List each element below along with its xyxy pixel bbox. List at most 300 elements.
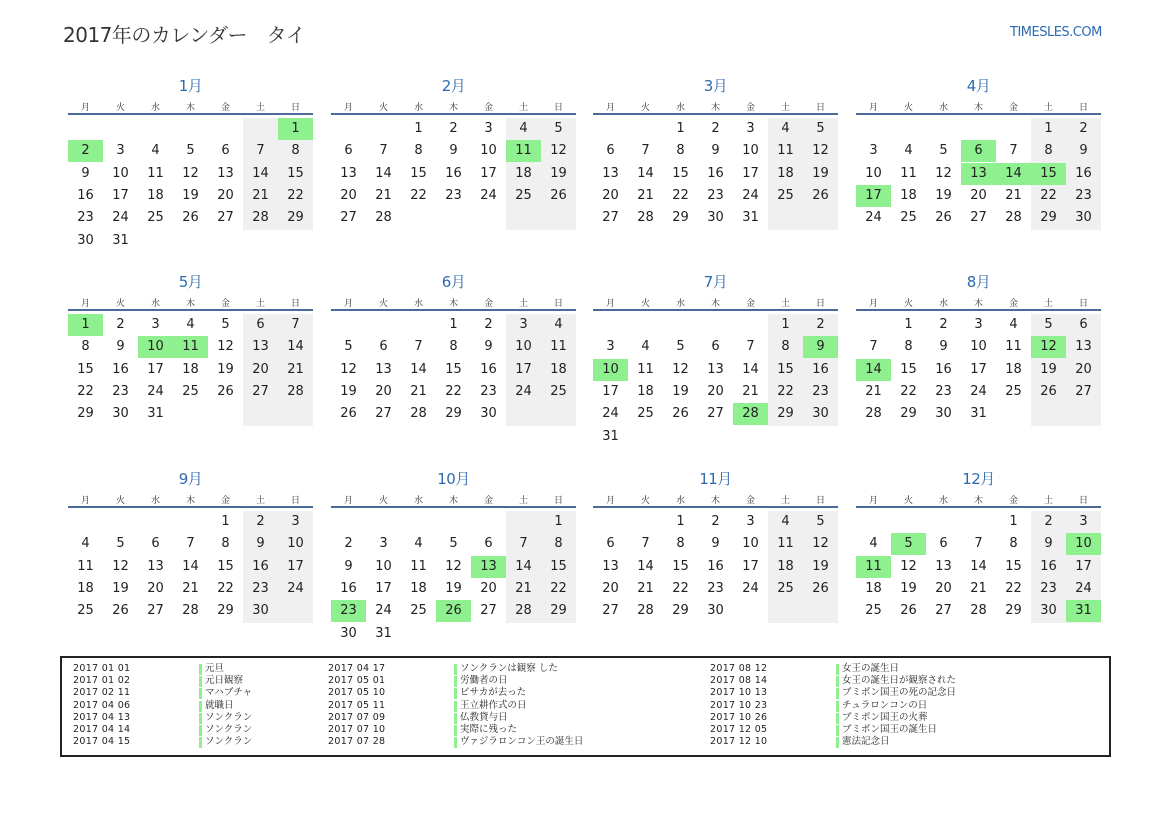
day-cell: 19 [112, 580, 129, 596]
day-cell: 16 [112, 361, 129, 377]
day-cell: 7 [641, 143, 650, 159]
weekday-label: 木 [185, 299, 195, 309]
day-cell: 17 [602, 383, 619, 399]
holiday-name: 仏教貸与日 [460, 711, 508, 723]
weekday-header [856, 97, 1101, 115]
day-cell: 24 [287, 580, 304, 596]
day-cell: 24 [1075, 580, 1092, 596]
day-cell: 17 [742, 558, 759, 574]
weekday-label: 火 [640, 103, 650, 113]
day-grid [856, 508, 1101, 643]
weekday-label: 月 [605, 496, 615, 506]
day-cell: 16 [707, 165, 724, 181]
weekday-label: 水 [938, 299, 948, 309]
day-cell: 14 [637, 558, 654, 574]
day-cell: 29 [445, 406, 462, 422]
holiday-name: ソンクランは観察 した [460, 663, 558, 674]
weekday-label: 月 [605, 103, 615, 113]
legend-row [328, 736, 668, 748]
weekday-label: 火 [903, 496, 913, 506]
day-cell: 21 [970, 580, 987, 596]
month-calendar [593, 271, 838, 446]
weekday-label: 木 [710, 299, 720, 309]
month-name: 9月 [178, 470, 203, 488]
holiday-day-cell: 11 [173, 336, 208, 358]
day-cell: 25 [182, 383, 199, 399]
day-cell: 24 [602, 406, 619, 422]
legend-row [710, 700, 1050, 712]
day-cell: 17 [287, 558, 304, 574]
holiday-marker [454, 688, 457, 699]
day-cell: 18 [777, 165, 794, 181]
day-cell: 2 [449, 121, 458, 136]
legend-column [328, 663, 668, 748]
holiday-marker [836, 713, 839, 724]
day-cell: 20 [1075, 361, 1092, 377]
day-cell: 26 [812, 580, 829, 596]
day-cell: 8 [676, 143, 685, 159]
day-cell: 10 [515, 339, 532, 355]
day-cell: 14 [182, 558, 199, 574]
weekday-label: 土 [1043, 496, 1053, 506]
day-cell: 22 [217, 580, 234, 596]
holiday-day-cell: 15 [1031, 163, 1066, 185]
day-cell: 17 [1075, 558, 1092, 574]
holiday-name: ヴァジラロンコン王の誕生日 [460, 736, 584, 748]
day-cell: 26 [935, 210, 952, 226]
day-cell: 14 [410, 361, 427, 377]
day-cell: 9 [116, 339, 125, 355]
day-cell: 3 [519, 317, 528, 332]
month-calendar [856, 75, 1101, 250]
day-cell: 28 [637, 210, 654, 226]
holiday-name: ブミポン国王の火葬 [842, 711, 928, 723]
day-cell: 20 [935, 580, 952, 596]
day-cell: 18 [900, 187, 917, 203]
day-cell: 20 [375, 383, 392, 399]
weekday-label: 水 [150, 496, 160, 506]
day-cell: 3 [484, 121, 493, 136]
day-cell: 4 [554, 317, 563, 332]
day-cell: 22 [777, 383, 794, 399]
day-cell: 24 [112, 210, 129, 226]
day-cell: 29 [77, 406, 94, 422]
day-cell: 23 [707, 187, 724, 203]
day-cell: 22 [287, 187, 304, 203]
day-cell: 12 [112, 558, 129, 574]
holiday-marker [836, 701, 839, 712]
day-cell: 6 [606, 536, 615, 552]
day-cell: 7 [746, 339, 755, 355]
day-cell: 21 [375, 187, 392, 203]
day-cell: 11 [410, 558, 427, 574]
day-cell: 29 [777, 406, 794, 422]
day-cell: 2 [256, 514, 265, 529]
month-calendar [593, 75, 838, 250]
day-cell: 15 [217, 558, 234, 574]
day-cell: 24 [742, 187, 759, 203]
day-cell: 31 [602, 428, 619, 444]
holiday-date: 2017 05 01 [328, 675, 386, 687]
day-cell: 24 [375, 603, 392, 619]
holiday-day-cell: 12 [1031, 336, 1066, 358]
site-brand-link[interactable]: TIMESLES.COM [1010, 25, 1102, 40]
holiday-marker [199, 664, 202, 675]
day-cell: 30 [1075, 210, 1092, 226]
day-cell: 28 [865, 406, 882, 422]
weekday-label: 月 [868, 299, 878, 309]
day-cell: 24 [480, 187, 497, 203]
weekday-label: 金 [220, 103, 230, 113]
day-cell: 16 [340, 580, 357, 596]
day-cell: 7 [379, 143, 388, 159]
weekday-label: 水 [938, 103, 948, 113]
day-cell: 1 [1009, 514, 1018, 529]
day-cell: 8 [554, 536, 563, 552]
day-cell: 27 [970, 210, 987, 226]
day-cell: 8 [414, 143, 423, 159]
day-cell: 7 [869, 339, 878, 355]
day-cell: 1 [904, 317, 913, 332]
holiday-day-cell: 1 [68, 314, 103, 336]
holiday-day-cell: 9 [803, 336, 838, 358]
weekday-header [856, 490, 1101, 508]
day-cell: 14 [970, 558, 987, 574]
weekday-label: 金 [483, 103, 493, 113]
day-cell: 15 [777, 361, 794, 377]
day-cell: 14 [515, 558, 532, 574]
weekday-header [856, 293, 1101, 311]
weekday-label: 水 [413, 103, 423, 113]
day-cell: 10 [480, 143, 497, 159]
day-cell: 23 [112, 383, 129, 399]
day-cell: 1 [676, 514, 685, 529]
weekday-label: 土 [780, 103, 790, 113]
holiday-date: 2017 10 23 [710, 699, 768, 711]
day-cell: 1 [221, 514, 230, 529]
weekday-header [331, 490, 576, 508]
day-cell: 12 [812, 536, 829, 552]
legend-row [328, 700, 668, 712]
holiday-name: 女王の誕生日 [842, 663, 900, 674]
day-cell: 15 [900, 361, 917, 377]
day-cell: 20 [252, 361, 269, 377]
day-cell: 25 [550, 383, 567, 399]
weekday-label: 日 [553, 496, 563, 506]
weekday-header [593, 293, 838, 311]
day-cell: 19 [217, 361, 234, 377]
day-cell: 17 [375, 580, 392, 596]
weekday-label: 日 [290, 103, 300, 113]
day-cell: 8 [221, 536, 230, 552]
weekday-label: 火 [115, 496, 125, 506]
day-cell: 28 [287, 383, 304, 399]
weekday-label: 金 [220, 299, 230, 309]
weekday-header [593, 97, 838, 115]
weekday-header [68, 97, 313, 115]
weekday-label: 月 [80, 299, 90, 309]
holiday-date: 2017 07 09 [328, 711, 386, 723]
day-cell: 25 [147, 210, 164, 226]
month-name: 4月 [966, 77, 991, 95]
day-cell: 14 [375, 165, 392, 181]
holiday-name: 実際に残った [460, 723, 518, 735]
day-grid [331, 311, 576, 446]
day-cell: 28 [1005, 210, 1022, 226]
holiday-date: 2017 04 17 [328, 663, 386, 674]
day-cell: 2 [816, 317, 825, 332]
day-cell: 30 [707, 210, 724, 226]
day-grid [331, 115, 576, 250]
day-cell: 7 [414, 339, 423, 355]
day-cell: 2 [939, 317, 948, 332]
month-calendar [68, 468, 313, 643]
holiday-marker [199, 688, 202, 699]
month-name: 3月 [703, 77, 728, 95]
day-cell: 22 [550, 580, 567, 596]
month-calendar [856, 468, 1101, 643]
day-cell: 16 [480, 361, 497, 377]
day-cell: 18 [637, 383, 654, 399]
day-cell: 20 [217, 187, 234, 203]
day-cell: 31 [147, 406, 164, 422]
day-cell: 15 [77, 361, 94, 377]
legend-row [328, 712, 668, 724]
day-cell: 18 [77, 580, 94, 596]
day-cell: 23 [935, 383, 952, 399]
holiday-day-cell: 10 [1066, 533, 1101, 555]
holiday-date: 2017 04 06 [73, 699, 131, 711]
day-cell: 21 [865, 383, 882, 399]
day-cell: 6 [379, 339, 388, 355]
day-grid [593, 508, 838, 643]
weekday-label: 金 [745, 103, 755, 113]
holiday-name: 王立耕作式の日 [460, 699, 527, 711]
weekday-label: 火 [378, 496, 388, 506]
day-cell: 5 [1044, 317, 1053, 332]
weekday-label: 日 [290, 496, 300, 506]
weekday-label: 木 [710, 496, 720, 506]
holiday-day-cell: 14 [856, 359, 891, 381]
day-cell: 28 [252, 210, 269, 226]
day-cell: 25 [865, 603, 882, 619]
weekday-label: 金 [220, 496, 230, 506]
holiday-day-cell: 2 [68, 140, 103, 162]
day-cell: 5 [676, 339, 685, 355]
holiday-day-cell: 11 [506, 140, 541, 162]
day-cell: 4 [781, 121, 790, 136]
weekday-header [68, 490, 313, 508]
day-cell: 19 [340, 383, 357, 399]
holiday-date: 2017 01 01 [73, 663, 131, 674]
holiday-date: 2017 10 13 [710, 687, 768, 699]
day-cell: 27 [1075, 383, 1092, 399]
weekday-header [331, 293, 576, 311]
day-cell: 8 [904, 339, 913, 355]
day-cell: 23 [77, 210, 94, 226]
day-cell: 6 [606, 143, 615, 159]
day-cell: 17 [112, 187, 129, 203]
holiday-name: 労働者の日 [460, 675, 508, 687]
day-cell: 7 [641, 536, 650, 552]
day-cell: 25 [1005, 383, 1022, 399]
day-cell: 12 [672, 361, 689, 377]
weekday-label: 日 [1078, 299, 1088, 309]
weekday-label: 土 [255, 299, 265, 309]
holiday-date: 2017 12 05 [710, 723, 768, 735]
day-cell: 10 [742, 143, 759, 159]
day-cell: 3 [869, 143, 878, 159]
day-cell: 26 [812, 187, 829, 203]
day-grid [68, 115, 313, 250]
holiday-day-cell: 17 [856, 185, 891, 207]
day-cell: 30 [77, 232, 94, 248]
day-cell: 3 [746, 121, 755, 136]
holiday-date: 2017 07 10 [328, 723, 386, 735]
day-cell: 19 [445, 580, 462, 596]
day-cell: 11 [637, 361, 654, 377]
holiday-date: 2017 04 15 [73, 736, 131, 748]
day-cell: 23 [445, 187, 462, 203]
day-cell: 13 [602, 165, 619, 181]
day-cell: 19 [900, 580, 917, 596]
day-cell: 7 [519, 536, 528, 552]
day-cell: 11 [550, 339, 567, 355]
weekday-label: 火 [378, 103, 388, 113]
weekday-label: 火 [640, 299, 650, 309]
day-cell: 17 [147, 361, 164, 377]
weekday-label: 金 [1008, 299, 1018, 309]
weekday-label: 木 [448, 299, 458, 309]
weekday-label: 日 [815, 103, 825, 113]
weekday-label: 日 [553, 299, 563, 309]
weekday-label: 土 [255, 103, 265, 113]
day-cell: 8 [81, 339, 90, 355]
day-cell: 31 [970, 406, 987, 422]
month-calendar [68, 271, 313, 446]
day-cell: 26 [1040, 383, 1057, 399]
holiday-marker [199, 713, 202, 724]
day-cell: 24 [147, 383, 164, 399]
day-cell: 31 [112, 232, 129, 248]
weekday-label: 土 [518, 299, 528, 309]
weekday-label: 木 [448, 496, 458, 506]
holiday-name: ソンクラン [205, 723, 253, 735]
day-cell: 29 [900, 406, 917, 422]
day-cell: 6 [151, 536, 160, 552]
day-cell: 18 [550, 361, 567, 377]
day-cell: 27 [707, 406, 724, 422]
holiday-marker [836, 688, 839, 699]
legend-row [710, 687, 1050, 699]
holiday-date: 2017 12 10 [710, 736, 768, 748]
day-grid [331, 508, 576, 643]
day-cell: 5 [939, 143, 948, 159]
day-cell: 23 [1075, 187, 1092, 203]
day-grid [856, 115, 1101, 250]
holiday-day-cell: 1 [278, 118, 313, 140]
day-cell: 6 [939, 536, 948, 552]
day-cell: 10 [287, 536, 304, 552]
weekday-label: 日 [290, 299, 300, 309]
weekday-label: 火 [903, 103, 913, 113]
holiday-name: ソンクラン [205, 711, 253, 723]
day-cell: 19 [1040, 361, 1057, 377]
day-cell: 4 [641, 339, 650, 355]
weekday-label: 水 [675, 103, 685, 113]
day-cell: 13 [340, 165, 357, 181]
weekday-label: 水 [413, 299, 423, 309]
day-cell: 2 [1044, 514, 1053, 529]
day-cell: 29 [550, 603, 567, 619]
day-cell: 3 [746, 514, 755, 529]
holiday-date: 2017 08 14 [710, 675, 768, 687]
day-cell: 15 [672, 165, 689, 181]
day-cell: 31 [742, 210, 759, 226]
day-cell: 21 [742, 383, 759, 399]
legend-row [328, 675, 668, 687]
day-cell: 12 [550, 143, 567, 159]
day-cell: 11 [147, 165, 164, 181]
weekday-label: 日 [815, 496, 825, 506]
legend-row [710, 712, 1050, 724]
holiday-marker [454, 676, 457, 687]
day-cell: 12 [900, 558, 917, 574]
day-cell: 8 [449, 339, 458, 355]
day-cell: 10 [112, 165, 129, 181]
month-calendar [856, 271, 1101, 446]
day-cell: 3 [151, 317, 160, 332]
day-cell: 5 [816, 514, 825, 529]
month-calendar [331, 75, 576, 250]
day-cell: 15 [550, 558, 567, 574]
day-cell: 10 [742, 536, 759, 552]
day-cell: 1 [781, 317, 790, 332]
day-cell: 22 [672, 580, 689, 596]
day-cell: 11 [77, 558, 94, 574]
day-cell: 24 [865, 210, 882, 226]
day-cell: 8 [291, 143, 300, 159]
day-cell: 6 [221, 143, 230, 159]
day-cell: 18 [777, 558, 794, 574]
day-grid [593, 311, 838, 446]
day-grid [68, 311, 313, 446]
weekday-label: 火 [115, 299, 125, 309]
weekday-label: 水 [413, 496, 423, 506]
holiday-marker [454, 737, 457, 748]
day-cell: 24 [515, 383, 532, 399]
day-cell: 4 [1009, 317, 1018, 332]
day-cell: 30 [112, 406, 129, 422]
weekday-label: 金 [1008, 496, 1018, 506]
day-grid [856, 311, 1101, 446]
day-cell: 27 [217, 210, 234, 226]
day-cell: 28 [970, 603, 987, 619]
day-cell: 1 [414, 121, 423, 136]
holiday-day-cell: 23 [331, 600, 366, 622]
holiday-day-cell: 31 [1066, 600, 1101, 622]
day-cell: 30 [340, 625, 357, 641]
day-cell: 21 [287, 361, 304, 377]
weekday-label: 土 [780, 299, 790, 309]
weekday-label: 木 [710, 103, 720, 113]
day-cell: 31 [375, 625, 392, 641]
holiday-day-cell: 28 [733, 403, 768, 425]
weekday-label: 火 [903, 299, 913, 309]
day-cell: 17 [970, 361, 987, 377]
holiday-date: 2017 04 14 [73, 723, 131, 735]
holiday-name: 女王の誕生日が観察された [842, 675, 957, 687]
